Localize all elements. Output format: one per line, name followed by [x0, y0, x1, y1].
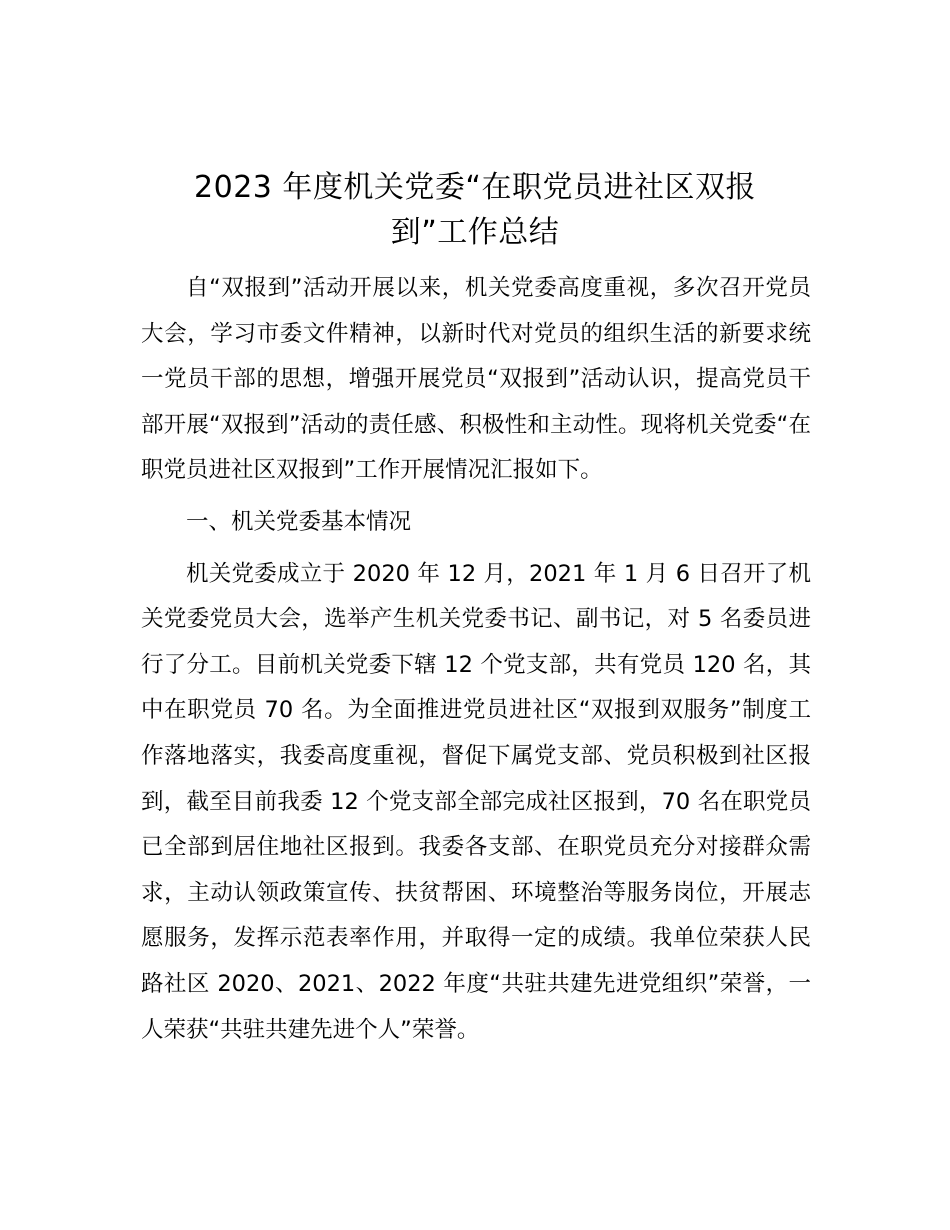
title-line-2: 到”工作总结 [390, 215, 560, 250]
section-heading: 一、机关党委基本情况 [186, 508, 412, 535]
document-body [141, 266, 811, 1053]
intro-paragraph: 自“双报到”活动开展以来，机关党委高度重视，多次召开党员大会，学习市委文件精神，以新时代对党员的组织生活的新要求统一党员干部的思想，增强开展党员“双报到”活动认识，提高党员干部开展“双报到”活动的责任感、积极性和主动性。现将机关党委“在职党员进社区双报到”工作开展情况汇报如下。 [141, 275, 811, 484]
document-title [140, 165, 810, 255]
section-paragraph: 机关党委成立于 2020 年 12 月，2021 年 1 月 6 日召开了机关党委党员大会，选举产生机关党委书记、副书记，对 5 名委员进行了分工。目前机关党委下辖 12 个党支部，共有党员 120 名，其中在职党员 70 名。为全面推进党员进社区“双报到双服务”制度工作落地落实，我委高度重视，督促下属党支部、党员积极到社区报到，截至目前我委 12 个党支部全部完成社区报到，70 名在职党员已全部到居住地社区报到。我委各支部、在职党员充分对接群众需求，主动认领政策宣传、扶贫帮困、环境整治等服务岗位，开展志愿服务，发挥示范表率作用，并取得一定的成绩。我单位荣获人民路社区 2020、2021、2022 年度“共驻共建先进党组织”荣誉，一人荣获“共驻共建先进个人”荣誉。 [141, 560, 811, 1043]
title-line-1: 2023 年度机关党委“在职党员进社区双报 [194, 170, 756, 205]
